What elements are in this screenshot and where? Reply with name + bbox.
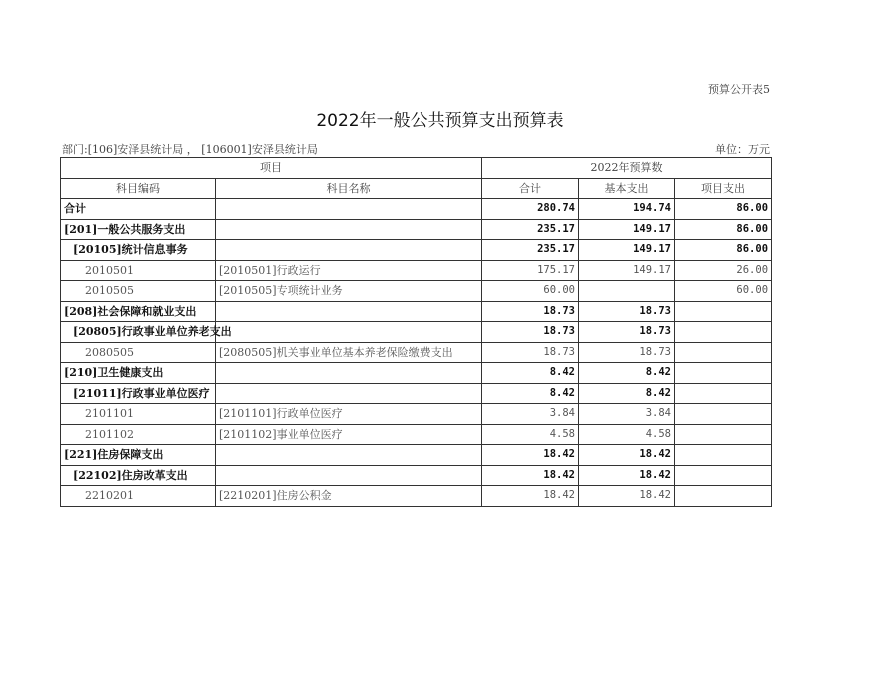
cell-code: 2010505 (61, 281, 216, 302)
department-label: 部门:[106]安泽县统计局 ， [106001]安泽县统计局 (62, 143, 318, 156)
table-row (61, 363, 772, 384)
cell-project (675, 424, 772, 445)
cell-code: 2080505 (61, 342, 216, 363)
cell-project (675, 445, 772, 466)
cell-name: [2101102]事业单位医疗 (216, 424, 482, 445)
header-name: 科目名称 (216, 178, 482, 199)
cell-total: 235.17 (482, 219, 579, 240)
cell-total: 235.17 (482, 240, 579, 261)
cell-total: 18.73 (482, 301, 579, 322)
cell-total: 8.42 (482, 383, 579, 404)
cell-basic: 18.73 (579, 322, 675, 343)
cell-total: 280.74 (482, 199, 579, 220)
cell-code: [208]社会保障和就业支出 (61, 301, 216, 322)
cell-basic: 18.42 (579, 486, 675, 507)
cell-total: 175.17 (482, 260, 579, 281)
cell-code: [210]卫生健康支出 (61, 363, 216, 384)
cell-project (675, 465, 772, 486)
cell-code: 合计 (61, 199, 216, 220)
cell-name: [2210201]住房公积金 (216, 486, 482, 507)
cell-code: 2101102 (61, 424, 216, 445)
cell-code: 2210201 (61, 486, 216, 507)
cell-project (675, 404, 772, 425)
cell-code: 2101101 (61, 404, 216, 425)
cell-total: 60.00 (482, 281, 579, 302)
cell-total: 18.42 (482, 445, 579, 466)
cell-project (675, 383, 772, 404)
cell-name (216, 445, 482, 466)
table-row (61, 424, 772, 445)
cell-total: 18.73 (482, 342, 579, 363)
header-code: 科目编码 (61, 178, 216, 199)
header-total: 合计 (482, 178, 579, 199)
cell-code: [21011]行政事业单位医疗 (61, 383, 216, 404)
cell-project: 86.00 (675, 199, 772, 220)
unit-label: 单位：万元 (715, 143, 770, 156)
cell-project: 60.00 (675, 281, 772, 302)
cell-code: [20805]行政事业单位养老支出 (61, 322, 216, 343)
header-row-group (61, 158, 772, 179)
cell-project (675, 486, 772, 507)
cell-project (675, 322, 772, 343)
cell-basic (579, 281, 675, 302)
cell-name (216, 219, 482, 240)
cell-basic: 8.42 (579, 363, 675, 384)
cell-total: 4.58 (482, 424, 579, 445)
cell-name (216, 363, 482, 384)
cell-name (216, 383, 482, 404)
cell-code: 2010501 (61, 260, 216, 281)
cell-name: [2010505]专项统计业务 (216, 281, 482, 302)
table-row (61, 219, 772, 240)
table-row (61, 301, 772, 322)
cell-project (675, 363, 772, 384)
table-row (61, 260, 772, 281)
cell-name: [2010501]行政运行 (216, 260, 482, 281)
cell-total: 18.42 (482, 465, 579, 486)
header-project-expense: 项目支出 (675, 178, 772, 199)
table-row (61, 322, 772, 343)
cell-total: 18.73 (482, 322, 579, 343)
budget-table (60, 157, 772, 507)
cell-basic: 18.42 (579, 445, 675, 466)
table-row (61, 465, 772, 486)
table-row (61, 342, 772, 363)
cell-basic: 149.17 (579, 219, 675, 240)
table-row (61, 486, 772, 507)
table-row (61, 383, 772, 404)
cell-basic: 8.42 (579, 383, 675, 404)
header-budget-group: 2022年预算数 (482, 158, 772, 179)
cell-basic: 18.73 (579, 301, 675, 322)
cell-total: 18.42 (482, 486, 579, 507)
header-project: 项目 (61, 158, 482, 179)
cell-name: [2101101]行政单位医疗 (216, 404, 482, 425)
cell-name (216, 322, 482, 343)
cell-basic: 18.42 (579, 465, 675, 486)
table-row (61, 281, 772, 302)
page-title: 2022年一般公共预算支出预算表 (316, 111, 564, 131)
cell-project (675, 301, 772, 322)
cell-basic: 149.17 (579, 240, 675, 261)
cell-project: 86.00 (675, 240, 772, 261)
cell-basic: 3.84 (579, 404, 675, 425)
cell-basic: 149.17 (579, 260, 675, 281)
table-row (61, 404, 772, 425)
cell-basic: 4.58 (579, 424, 675, 445)
cell-name (216, 465, 482, 486)
cell-code: [20105]统计信息事务 (61, 240, 216, 261)
cell-name: [2080505]机关事业单位基本养老保险缴费支出 (216, 342, 482, 363)
cell-code: [201]一般公共服务支出 (61, 219, 216, 240)
cell-basic: 194.74 (579, 199, 675, 220)
table-row (61, 445, 772, 466)
header-row-columns (61, 178, 772, 199)
table-row (61, 240, 772, 261)
cell-name (216, 199, 482, 220)
table-row (61, 199, 772, 220)
cell-project (675, 342, 772, 363)
cell-total: 8.42 (482, 363, 579, 384)
cell-basic: 18.73 (579, 342, 675, 363)
cell-total: 3.84 (482, 404, 579, 425)
cell-code: [22102]住房改革支出 (61, 465, 216, 486)
form-number-label: 预算公开表5 (708, 83, 770, 96)
cell-project: 86.00 (675, 219, 772, 240)
cell-project: 26.00 (675, 260, 772, 281)
cell-name (216, 301, 482, 322)
cell-name (216, 240, 482, 261)
header-basic: 基本支出 (579, 178, 675, 199)
cell-code: [221]住房保障支出 (61, 445, 216, 466)
